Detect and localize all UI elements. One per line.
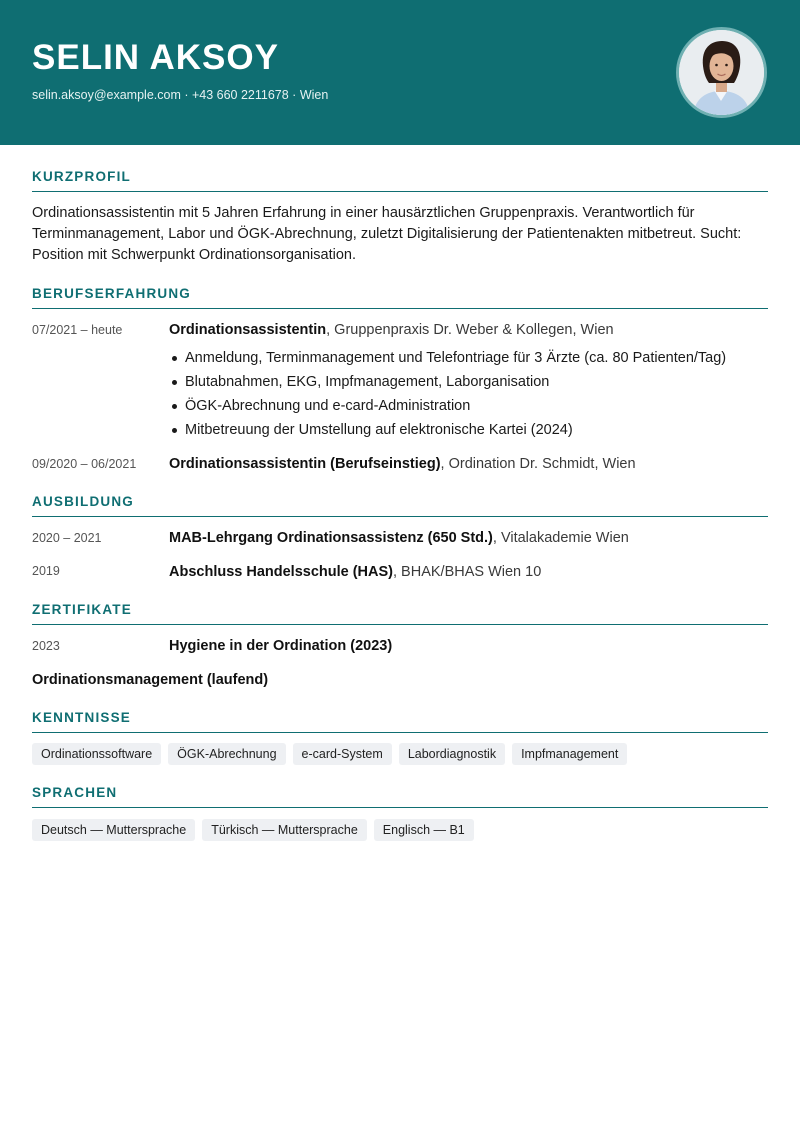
language-tag: Deutsch — Muttersprache (32, 819, 195, 841)
education-date: 2019 (32, 564, 60, 578)
experience-employer: , Ordination Dr. Schmidt, Wien (440, 456, 636, 472)
section-divider (32, 308, 768, 309)
section-divider (32, 624, 768, 625)
experience-employer: , Gruppenpraxis Dr. Weber & Kollegen, Wien (326, 322, 614, 338)
list-item: Mitbetreuung der Umstellung auf elektronische Kartei (2024) (169, 418, 726, 442)
certificate-entry (169, 637, 392, 655)
experience-date: 07/2021 – heute (32, 323, 123, 337)
section-divider (32, 191, 768, 192)
experience-role: Ordinationsassistentin (Berufseinstieg) (169, 456, 441, 472)
education-institution: , BHAK/BHAS Wien 10 (393, 564, 542, 580)
header-banner (0, 0, 800, 145)
education-date: 2020 – 2021 (32, 531, 102, 545)
education-title: Abschluss Handelsschule (HAS) (169, 564, 393, 580)
skill-tag: Labordiagnostik (399, 743, 505, 765)
profile-summary: Ordinationsassistentin mit 5 Jahren Erfahrung in einer hausärztlichen Gruppenpraxis. Verantwortlich für Terminmanagement, Labor und ÖGK-Abrechnung, zuletzt Digitalisierung der Patientenakten mitbetreut. Sucht: Position mit Schwerpunkt Ordinationsorganisation. (32, 205, 742, 263)
education-institution: , Vitalakademie Wien (492, 530, 629, 546)
section-title-languages: SPRACHEN (32, 785, 118, 800)
list-item: ÖGK-Abrechnung und e-card-Administration (169, 394, 726, 418)
section-divider (32, 516, 768, 517)
skill-tag: ÖGK-Abrechnung (168, 743, 285, 765)
section-divider (32, 732, 768, 733)
education-entry (169, 563, 541, 581)
skill-tag: Impfmanagement (512, 743, 627, 765)
section-title-experience: BERUFSERFAHRUNG (32, 286, 192, 301)
certificate-title: Ordinationsmanagement (laufend) (32, 672, 269, 688)
contact-line: selin.aksoy@example.com · +43 660 2211678 · Wien (32, 88, 329, 102)
experience-bullet-list (169, 346, 726, 442)
skills-tag-list (32, 743, 627, 765)
section-title-certificates: ZERTIFIKATE (32, 602, 132, 617)
experience-role: Ordinationsassistentin (169, 322, 327, 338)
education-entry (169, 529, 629, 547)
candidate-name: SELIN AKSOY (32, 38, 279, 77)
section-title-profile: KURZPROFIL (32, 169, 131, 184)
list-item: Anmeldung, Terminmanagement und Telefontriage für 3 Ärzte (ca. 80 Patienten/Tag) (169, 346, 726, 370)
language-tag: Englisch — B1 (374, 819, 474, 841)
language-tag: Türkisch — Muttersprache (202, 819, 367, 841)
list-item: Blutabnahmen, EKG, Impfmanagement, Laborganisation (169, 370, 726, 394)
certificate-title: Hygiene in der Ordination (2023) (169, 638, 393, 654)
experience-date: 09/2020 – 06/2021 (32, 457, 137, 471)
certificate-date: 2023 (32, 639, 60, 653)
portrait-image (679, 30, 764, 115)
profile-photo (676, 27, 767, 118)
skill-tag: e-card-System (293, 743, 392, 765)
skill-tag: Ordinationssoftware (32, 743, 161, 765)
languages-tag-list (32, 819, 474, 841)
section-title-education: AUSBILDUNG (32, 494, 134, 509)
experience-entry (169, 455, 636, 473)
section-title-skills: KENNTNISSE (32, 710, 132, 725)
education-title: MAB-Lehrgang Ordinationsassistenz (650 Std.) (169, 530, 493, 546)
experience-entry (169, 321, 614, 339)
section-divider (32, 807, 768, 808)
